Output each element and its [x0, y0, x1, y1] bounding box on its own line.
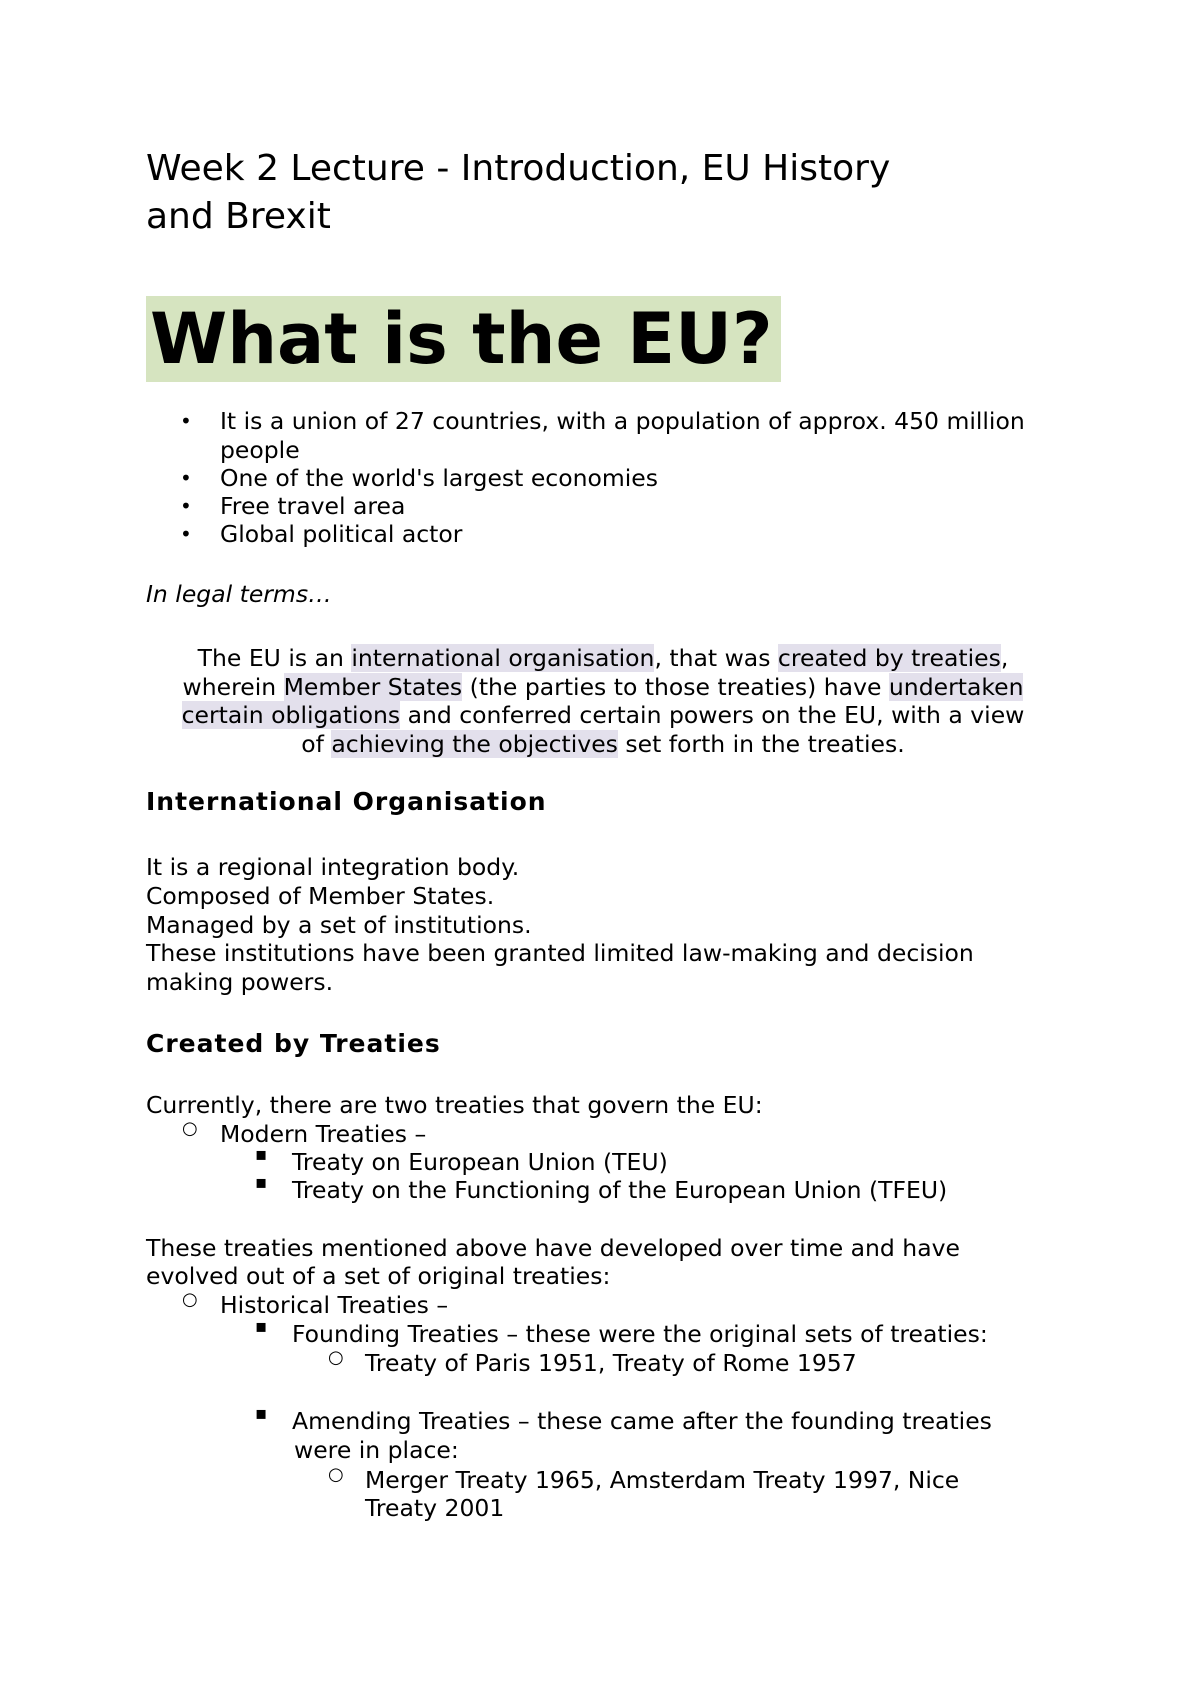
- amending-treaties-label-continuation: were in place:: [294, 1436, 459, 1464]
- legal-terms-label: In legal terms…: [146, 580, 332, 608]
- text-span: set forth in the treaties.: [617, 729, 905, 758]
- highlighted-term: undertaken: [888, 672, 1024, 701]
- section-line: Composed of Member States.: [146, 882, 495, 910]
- bullet-item: It is a union of 27 countries, with a population of approx. 450 million: [220, 407, 1025, 435]
- bullet-item: Free travel area: [220, 492, 406, 520]
- bullet-item: One of the world's largest economies: [220, 464, 658, 492]
- text-span: (the parties to those treaties) have: [462, 672, 889, 701]
- paragraph-line: [146, 673, 1060, 702]
- square-bullet-marker: ▪: [255, 1144, 268, 1165]
- bullet-marker: •: [180, 466, 192, 490]
- circle-bullet-marker: ○: [182, 1118, 198, 1139]
- founding-treaties-items: Treaty of Paris 1951, Treaty of Rome 1957: [365, 1349, 857, 1377]
- section-line: These institutions have been granted limited law-making and decision: [146, 939, 974, 967]
- text-span: wherein: [182, 672, 284, 701]
- amending-treaties-label: Amending Treaties – these came after the founding treaties: [292, 1407, 992, 1435]
- paragraph-line: [146, 730, 1060, 759]
- bullet-marker: •: [180, 522, 192, 546]
- bullet-item: Global political actor: [220, 520, 463, 548]
- modern-treaty-item: Treaty on European Union (TEU): [292, 1148, 668, 1176]
- modern-treaties-label: Modern Treaties –: [220, 1120, 427, 1148]
- bullet-marker: •: [180, 409, 192, 433]
- text-span: of: [301, 729, 332, 758]
- circle-bullet-marker: ○: [182, 1289, 198, 1310]
- amending-treaties-items: Merger Treaty 1965, Amsterdam Treaty 1997, Nice: [365, 1466, 960, 1494]
- square-bullet-marker: ▪: [255, 1172, 268, 1193]
- document-title-line-2: and Brexit: [146, 196, 331, 237]
- circle-bullet-marker: ○: [328, 1464, 344, 1485]
- text-span: ,: [1000, 644, 1009, 672]
- highlighted-term: achieving the objectives: [331, 729, 618, 758]
- modern-treaty-item: Treaty on the Functioning of the European Union (TFEU): [292, 1176, 948, 1204]
- developed-line: These treaties mentioned above have developed over time and have: [146, 1234, 960, 1262]
- historical-treaties-label: Historical Treaties –: [220, 1291, 449, 1319]
- amending-treaties-items-continuation: Treaty 2001: [365, 1494, 505, 1522]
- square-bullet-marker: ▪: [255, 1403, 268, 1424]
- bullet-marker: •: [180, 494, 192, 518]
- legal-definition-paragraph: [146, 644, 1060, 758]
- developed-line: evolved out of a set of original treaties:: [146, 1262, 611, 1290]
- highlighted-term: created by treaties: [777, 644, 1001, 672]
- main-heading: What is the EU?: [146, 296, 781, 382]
- square-bullet-marker: ▪: [255, 1316, 268, 1337]
- paragraph-line: [146, 701, 1060, 730]
- document-title-line-1: Week 2 Lecture - Introduction, EU History: [146, 148, 891, 189]
- text-span: and conferred certain powers on the EU, with a view: [400, 701, 1025, 729]
- text-span: The EU is an: [197, 644, 352, 672]
- section-line: Managed by a set of institutions.: [146, 911, 532, 939]
- paragraph-line: [146, 644, 1060, 673]
- highlighted-term: certain obligations: [181, 701, 401, 729]
- text-span: , that was: [654, 644, 778, 672]
- section-heading-created-by-treaties: Created by Treaties: [146, 1029, 441, 1058]
- circle-bullet-marker: ○: [328, 1347, 344, 1368]
- section-heading-international-organisation: International Organisation: [146, 787, 547, 816]
- founding-treaties-label: Founding Treaties – these were the original sets of treaties:: [292, 1320, 988, 1348]
- bullet-item-continuation: people: [220, 436, 300, 464]
- treaties-intro: Currently, there are two treaties that govern the EU:: [146, 1091, 763, 1119]
- section-line: It is a regional integration body.: [146, 853, 520, 881]
- section-line: making powers.: [146, 968, 334, 996]
- highlighted-term: international organisation: [351, 644, 655, 672]
- highlighted-term: Member States: [283, 672, 463, 701]
